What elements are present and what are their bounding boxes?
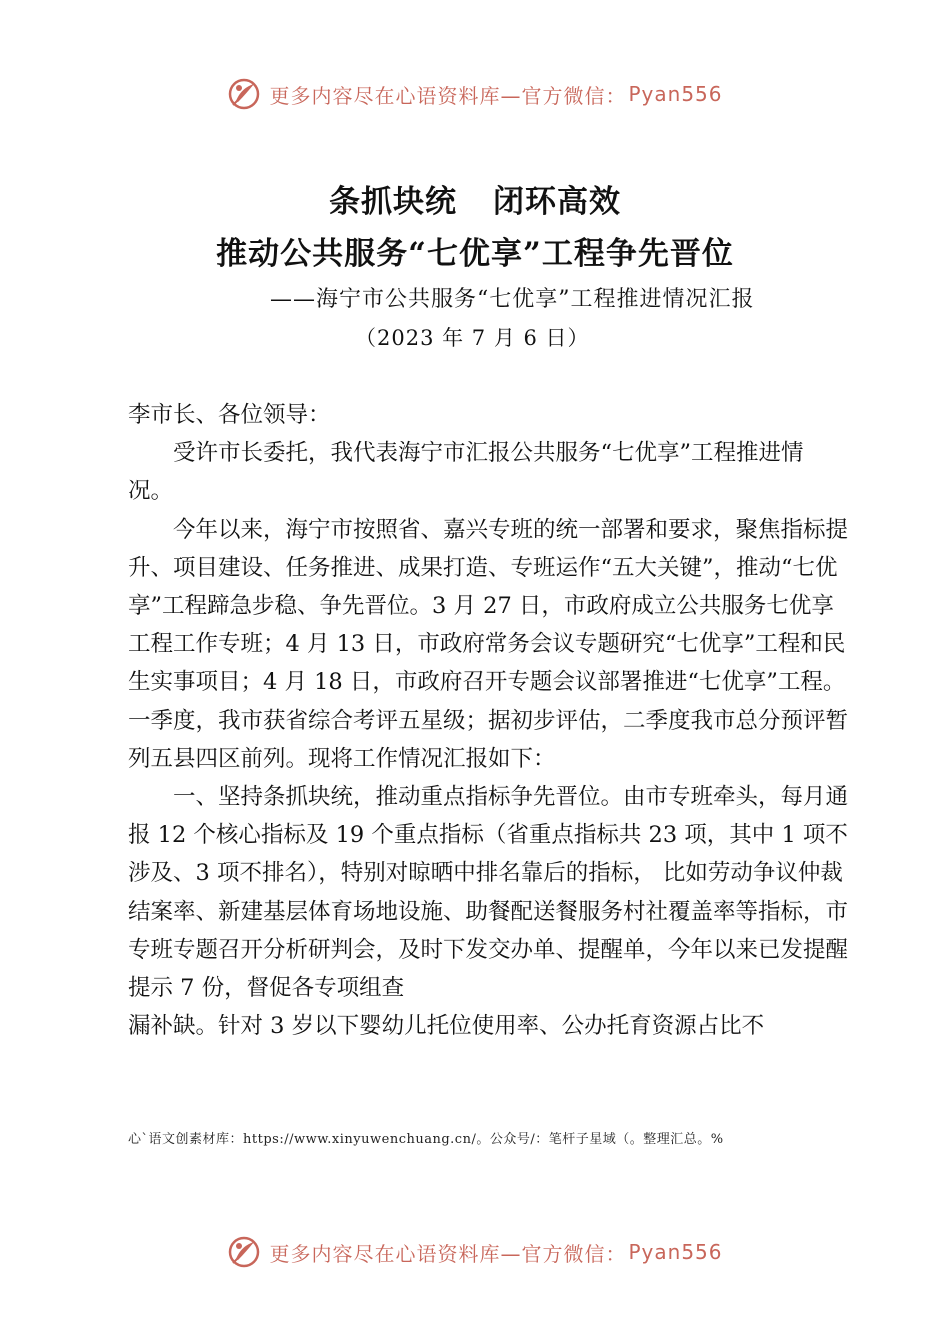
header-watermark-banner [0, 74, 950, 114]
banner-wechat-id: Pyan556 [628, 1240, 723, 1264]
footer-source-note: 心`语文创素材库：https://www.xinyuwenchuang.cn/。公众号/：笔杆子星域（。整理汇总。% [128, 1132, 724, 1147]
banner-wechat-id: Pyan556 [628, 82, 723, 106]
banner-text: 更多内容尽在心语资料库—官方微信： [269, 1241, 627, 1266]
paragraph-1: 受许市长委托，我代表海宁市汇报公共服务“七优享”工程推进情况。 [128, 440, 804, 505]
paragraph-4: 漏补缺。针对 3 岁以下婴幼儿托位使用率、公办托育资源占比不 [128, 1013, 765, 1040]
document-subtitle: ——海宁市公共服务“七优享”工程推进情况汇报 [270, 287, 755, 312]
salutation: 李市长、各位领导： [128, 402, 331, 428]
banner-text: 更多内容尽在心语资料库—官方微信： [269, 83, 627, 108]
document-title-line2: 推动公共服务“七优享”工程争先晋位 [216, 236, 734, 272]
document-title-line1 [0, 176, 950, 221]
document-body [128, 396, 848, 1045]
paragraph-2: 今年以来，海宁市按照省、嘉兴专班的统一部署和要求，聚焦指标提升、项目建设、任务推进、成果打造、专班运作“五大关键”，推动“七优享”工程蹄急步稳、争先晋位。3 月 27 日，市政府成立公共服务七优享工程工作专班；4 月 13 日，市政府常务会议专题研究“七优享”工程和民生实事项目；4 月 18 日，市政府召开专题会议部署推进“七优享”工程。一季度，我市获省综合考评五星级；据初步评估，二季度我市总分预评暂列五县四区前列。现将工作情况汇报如下： [128, 516, 849, 772]
paragraph-3: 一、坚持条抓块统，推动重点指标争先晋位。由市专班牵头，每月通报 12 个核心指标及 19 个重点指标（省重点指标共 23 项，其中 1 项不涉及、3 项不排名），特别对晾晒中排名靠后的指标， 比如劳动争议仲裁结案率、新建基层体育场地设施、助餐配送餐服务村社覆盖率等指标，市专班专题召开分析研判会，及时下发交办单、提醒单，今年以来已发提醒提示 7 份，督促各专项组查 [128, 784, 849, 1002]
title-phrase-2: 闭环高效 [493, 184, 621, 220]
brush-logo-icon [227, 1235, 261, 1269]
document-date: （2023 年 7 月 6 日） [355, 326, 590, 350]
brush-logo-icon [227, 77, 261, 111]
title-phrase-1: 条抓块统 [329, 184, 457, 220]
footer-watermark-banner [0, 1232, 950, 1272]
